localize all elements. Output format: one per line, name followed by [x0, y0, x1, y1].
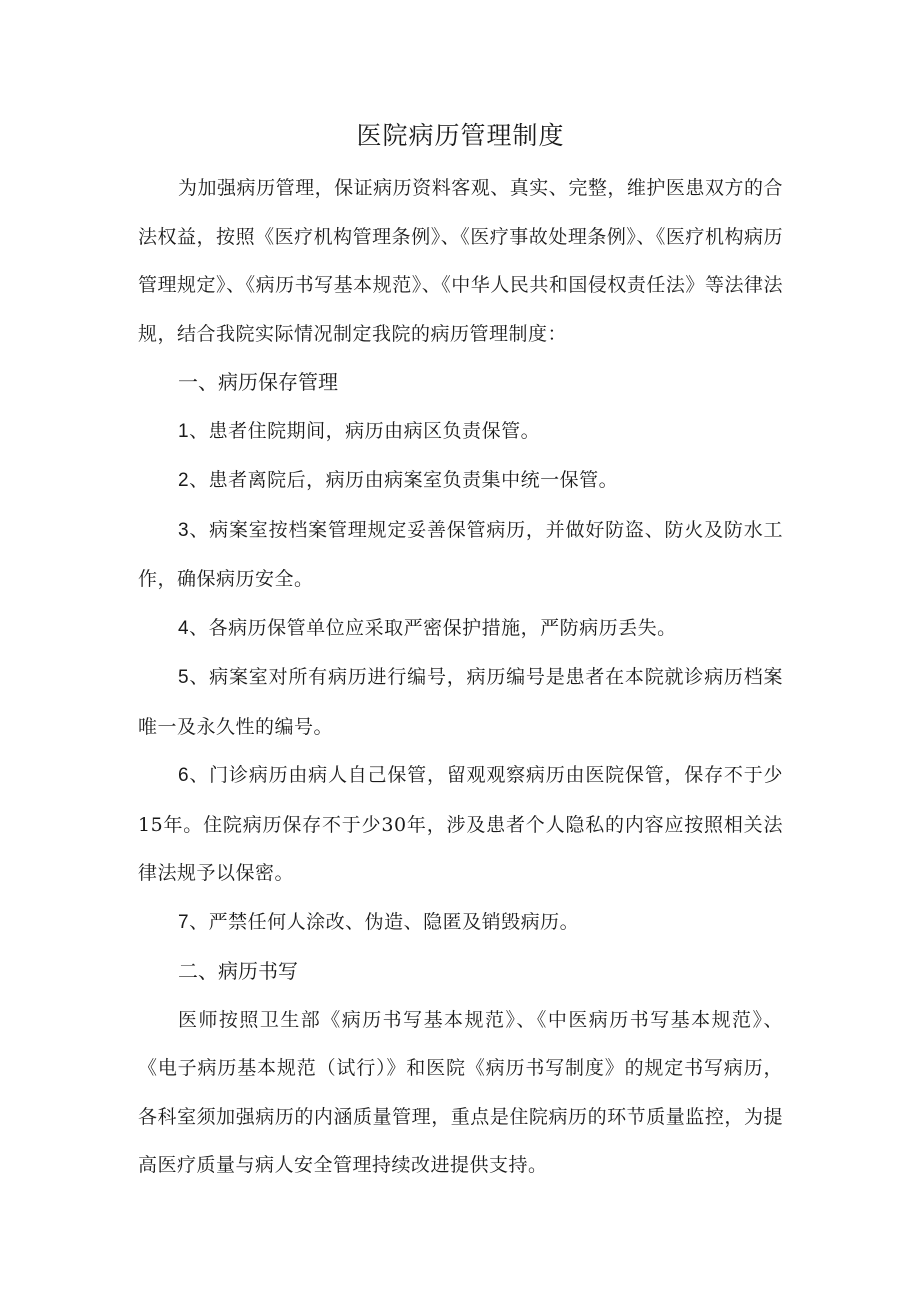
list-item [138, 604, 783, 654]
item-text: 、门诊病历由病人自己保管，留观观察病历由医院保管，保存不于少15年。住院病历保存不于少30年，涉及患者个人隐私的内容应按照相关法律法规予以保密。 [138, 764, 783, 884]
list-item [138, 407, 783, 457]
item-number: 4 [178, 617, 190, 639]
item-text: 、患者住院期间，病历由病区负责保管。 [189, 419, 541, 442]
document-title: 医院病历管理制度 [356, 121, 565, 150]
document-page [138, 112, 783, 1190]
item-text: 、患者离院后，病历由病案室负责集中统一保管。 [189, 469, 619, 491]
item-number: 7 [178, 911, 190, 933]
item-text: 、各病历保管单位应采取严密保护措施，严防病历丢失。 [189, 616, 677, 639]
item-number: 6 [178, 765, 190, 786]
list-item [138, 653, 783, 751]
writing-paragraph: 医师按照卫生部《病历书写基本规范》、《中医病历书写基本规范》、《电子病历基本规范（试行）》和医院《病历书写制度》的规定书写病历，各科室须加强病历的内涵质量管理，重点是住院病历的环节质量监控，为提高医疗质量与病人安全管理持续改进提供支持。 [138, 1008, 783, 1176]
list-item [138, 898, 783, 948]
item-text: 、病案室对所有病历进行编号，病历编号是患者在本院就诊病历档案唯一及永久性的编号。 [138, 666, 783, 738]
list-item [138, 751, 783, 898]
item-text: 、病案室按档案管理规定妥善保管病历，并做好防盗、防火及防水工作，确保病历安全。 [138, 518, 783, 590]
section-heading-storage: 一、病历保存管理 [178, 370, 338, 394]
item-number: 2 [178, 470, 190, 491]
intro-paragraph: 为加强病历管理，保证病历资料客观、真实、完整，维护医患双方的合法权益，按照《医疗机构管理条例》、《医疗事故处理条例》、《医疗机构病历管理规定》、《病历书写基本规范》、《中华人民共和国侵权责任法》等法律法规，结合我院实际情况制定我院的病历管理制度： [138, 177, 783, 345]
item-number: 3 [178, 519, 190, 541]
section-heading-writing: 二、病历书写 [178, 959, 298, 983]
list-item [138, 506, 783, 604]
list-item [138, 456, 783, 506]
item-number: 1 [178, 420, 190, 442]
item-text: 、严禁任何人涂改、伪造、隐匿及销毁病历。 [189, 910, 580, 933]
item-number: 5 [178, 667, 190, 688]
